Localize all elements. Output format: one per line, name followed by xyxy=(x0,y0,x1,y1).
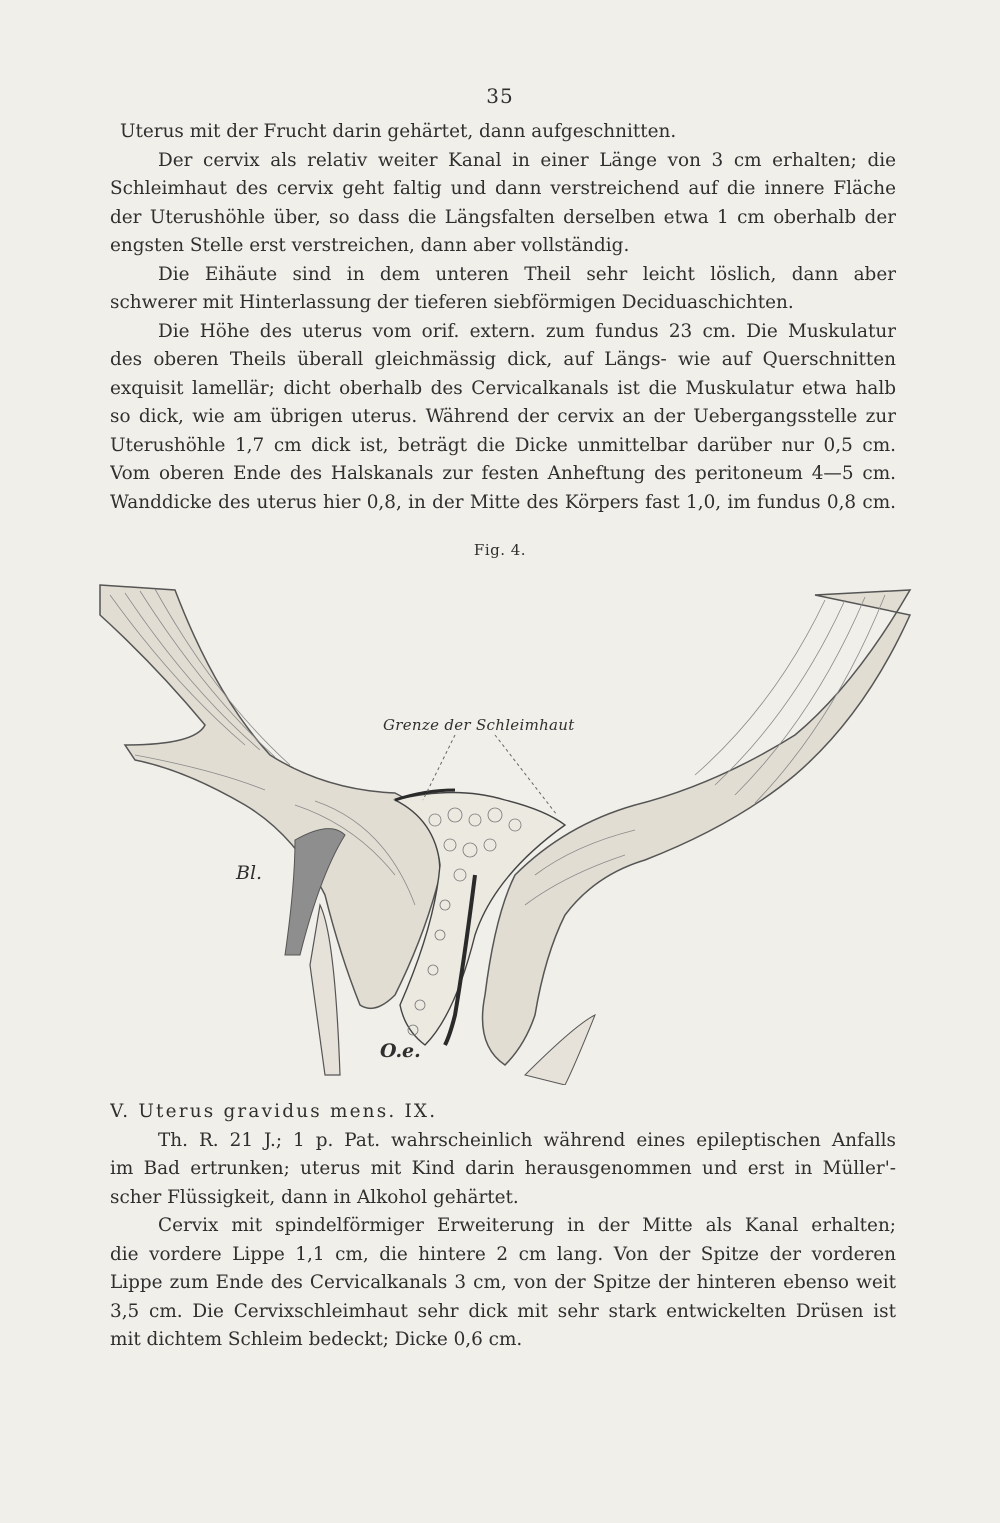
figure-label-mucosa-boundary: Grenze der Schleimhaut xyxy=(383,716,575,734)
vaginal-wall-right xyxy=(525,1015,595,1085)
text-line: der Uterushöhle über, so dass die Längsfalten derselben etwa 1 cm oberhalb der xyxy=(110,206,896,228)
text-line: Der cervix als relativ weiter Kanal in einer Länge von 3 cm erhalten; die xyxy=(158,149,896,171)
text-line: scher Flüssigkeit, dann in Alkohol gehärtet. xyxy=(110,1186,519,1208)
text-line: Lippe zum Ende des Cervicalkanals 3 cm, von der Spitze der hinteren ebenso weit xyxy=(110,1272,896,1293)
text-line: Vom oberen Ende des Halskanals zur festen Anheftung des peritoneum 4—5 cm. xyxy=(110,463,896,484)
text-line: die vordere Lippe 1,1 cm, die hintere 2 cm lang. Von der Spitze der vorderen xyxy=(110,1243,896,1265)
figure-caption: Fig. 4. xyxy=(473,541,527,559)
cervix-section-illustration xyxy=(95,575,915,1085)
text-line: Die Höhe des uterus vom orif. extern. zum fundus 23 cm. Die Muskulatur xyxy=(158,320,896,342)
text-line: Schleimhaut des cervix geht faltig und dann verstreichend auf die innere Fläche xyxy=(110,178,896,199)
text-line: Wanddicke des uterus hier 0,8, in der Mitte des Körpers fast 1,0, im fundus 0,8 cm. xyxy=(110,491,896,513)
text-line: mit dichtem Schleim bedeckt; Dicke 0,6 cm. xyxy=(110,1329,523,1350)
page-number: 35 xyxy=(486,84,514,108)
case-heading: V. Uterus gravidus mens. IX. xyxy=(110,1101,438,1122)
text-line: im Bad ertrunken; uterus mit Kind darin herausgenommen und erst in Müller'- xyxy=(110,1158,896,1179)
top-text-block xyxy=(110,118,896,517)
text-line: Uterus mit der Frucht darin gehärtet, dann aufgeschnitten. xyxy=(120,121,677,142)
text-line: Th. R. 21 J.; 1 p. Pat. wahrscheinlich während eines epileptischen Anfalls xyxy=(158,1129,896,1151)
text-line: des oberen Theils überall gleichmässig dick, auf Längs- wie auf Querschnitten xyxy=(110,349,896,370)
anatomical-figure xyxy=(95,575,915,1085)
text-line: schwerer mit Hinterlassung der tieferen siebförmigen Deciduaschichten. xyxy=(110,292,794,313)
text-line: Die Eihäute sind in dem unteren Theil sehr leicht löslich, dann aber xyxy=(158,263,896,285)
text-line: exquisit lamellär; dicht oberhalb des Cervicalkanals ist die Muskulatur etwa halb xyxy=(110,377,896,399)
text-line: engsten Stelle erst verstreichen, dann aber vollständig. xyxy=(110,235,630,256)
figure-label-os-externum: O.e. xyxy=(380,1040,421,1062)
bottom-text-block xyxy=(110,1098,896,1355)
text-line: Cervix mit spindelförmiger Erweiterung in der Mitte als Kanal erhalten; xyxy=(158,1215,896,1236)
figure-label-bladder: Bl. xyxy=(236,862,263,884)
text-line: Uterushöhle 1,7 cm dick ist, beträgt die Dicke unmittelbar darüber nur 0,5 cm. xyxy=(110,434,896,456)
text-line: so dick, wie am übrigen uterus. Während der cervix an der Uebergangsstelle zur xyxy=(110,406,896,427)
text-line: 3,5 cm. Die Cervixschleimhaut sehr dick mit sehr stark entwickelten Drüsen ist xyxy=(110,1300,896,1322)
